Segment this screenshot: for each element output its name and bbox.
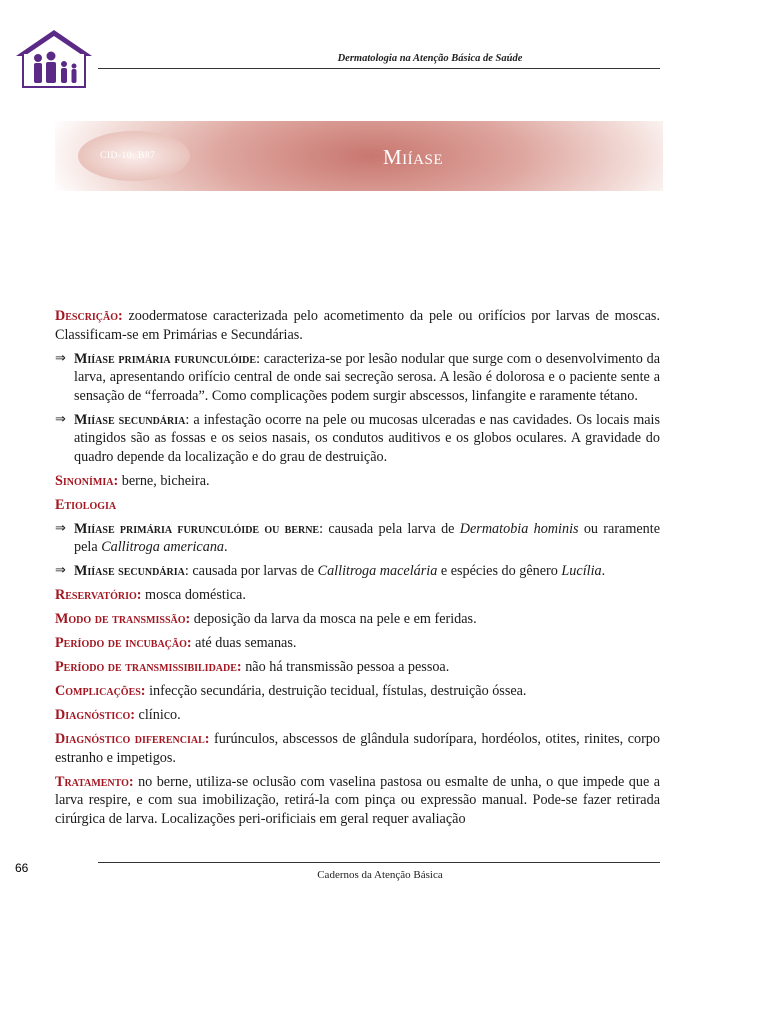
incubacao-text: até duas semanas. xyxy=(191,635,297,651)
species-name: Callitroga macelária xyxy=(317,563,438,579)
modo-text: deposição da larva da mosca na pele e em feridas. xyxy=(190,611,477,627)
running-footer: Cadernos da Atenção Básica xyxy=(317,869,443,881)
transmissibilidade-label: Período de transmissibilidade: xyxy=(55,659,242,675)
diagnostico-paragraph xyxy=(55,706,660,725)
modo-label: Modo de transmissão: xyxy=(55,611,191,627)
list-item xyxy=(55,520,660,557)
diferencial-text: furúnculos, abscessos de glândula sudorípara, hordéolos, otites, rinites, corpo estranho e impetigos. xyxy=(55,731,660,766)
header-divider xyxy=(98,68,660,69)
diferencial-paragraph xyxy=(55,730,660,767)
item-text: . xyxy=(224,539,228,555)
document-body xyxy=(55,307,660,834)
descricao-text: zoodermatose caracterizada pelo acometimento da pele ou orifícios por larvas de moscas. Classificam-se em Primárias e Secundárias. xyxy=(55,308,660,343)
chapter-title: Miíase xyxy=(383,145,443,169)
list-item xyxy=(55,411,660,467)
incubacao-paragraph xyxy=(55,634,660,653)
species-name: Dermatobia hominis xyxy=(459,520,579,537)
item-text: : causada pela larva de xyxy=(319,520,460,537)
sinonimia-label: Sinonímia: xyxy=(55,472,119,489)
sinonimia-paragraph xyxy=(55,472,660,491)
item-text: : caracteriza-se por lesão nodular que surge com o desenvolvimento da larva, apresentando orifício central de onde sai secreção serosa. A lesão é dolorosa e o paciente sente a sensação de “ferroada”. Como complicações podem surgir abscessos, linfangite e raramente tétano. xyxy=(74,350,660,404)
cid-code: CID-10: B87 xyxy=(100,151,156,161)
tratamento-label: Tratamento: xyxy=(55,773,134,790)
item-label: Miíase primária furunculóide ou berne xyxy=(74,520,320,537)
incubacao-label: Período de incubação: xyxy=(55,635,192,651)
etiologia-heading xyxy=(55,496,660,515)
sinonimia-text: berne, bicheira. xyxy=(118,472,210,489)
item-text: : causada por larvas de xyxy=(184,563,318,579)
genus-name: Lucília xyxy=(561,563,602,579)
complicacoes-text: infecção secundária, destruição tecidual, fístulas, destruição óssea. xyxy=(145,683,527,699)
diagnostico-label: Diagnóstico: xyxy=(55,707,135,723)
running-header: Dermatologia na Atenção Básica de Saúde xyxy=(337,53,523,64)
complicacoes-label: Complicações: xyxy=(55,683,146,699)
footer-divider xyxy=(98,862,660,863)
species-name: Callitroga americana xyxy=(101,539,225,555)
transmissibilidade-paragraph xyxy=(55,658,660,677)
reservatorio-label: Reservatório: xyxy=(55,587,142,603)
item-text: . xyxy=(601,563,606,579)
item-label: Miíase secundária xyxy=(74,563,185,579)
item-label: Miíase secundária xyxy=(74,411,186,428)
item-label: Miíase primária furunculóide xyxy=(74,350,257,367)
descricao-label: Descrição: xyxy=(55,308,123,324)
tratamento-text: no berne, utiliza-se oclusão com vaselina pastosa ou esmalte de unha, o que impede que a larva respire, e com sua imobilização, retirá-la com pinça ou expressão manual. Pode-se fazer retirada cirúrgica de larva. Localizações peri-orificiais em geral requer avaliação xyxy=(55,773,660,827)
complicacoes-paragraph xyxy=(55,682,660,701)
reservatorio-text: mosca doméstica. xyxy=(141,587,246,603)
implies-arrow-icon: ⇒ xyxy=(55,563,66,578)
modo-paragraph xyxy=(55,610,660,629)
family-house-icon xyxy=(14,28,94,90)
item-text: e espécies do gênero xyxy=(437,563,562,579)
descricao-paragraph xyxy=(55,307,660,344)
list-item xyxy=(55,562,660,581)
etiologia-label: Etiologia xyxy=(55,496,117,513)
implies-arrow-icon: ⇒ xyxy=(55,411,66,427)
item-text: : a infestação ocorre na pele ou mucosas ulceradas e nas cavidades. Os locais mais atingidos são as fossas e os seios nasais, os condutos auditivos e os globos oculares. A gravidade do quadro depende da localização e do grau de destruição. xyxy=(74,411,660,465)
transmissibilidade-text: não há transmissão pessoa a pessoa. xyxy=(241,659,450,675)
list-item xyxy=(55,350,660,406)
diferencial-label: Diagnóstico diferencial: xyxy=(55,731,210,747)
item-text: ou raramente pela xyxy=(74,520,661,555)
implies-arrow-icon: ⇒ xyxy=(55,520,66,536)
tratamento-paragraph xyxy=(55,773,660,829)
implies-arrow-icon: ⇒ xyxy=(55,350,66,366)
diagnostico-text: clínico. xyxy=(135,707,181,723)
reservatorio-paragraph xyxy=(55,586,660,605)
page-number: 66 xyxy=(15,861,29,875)
